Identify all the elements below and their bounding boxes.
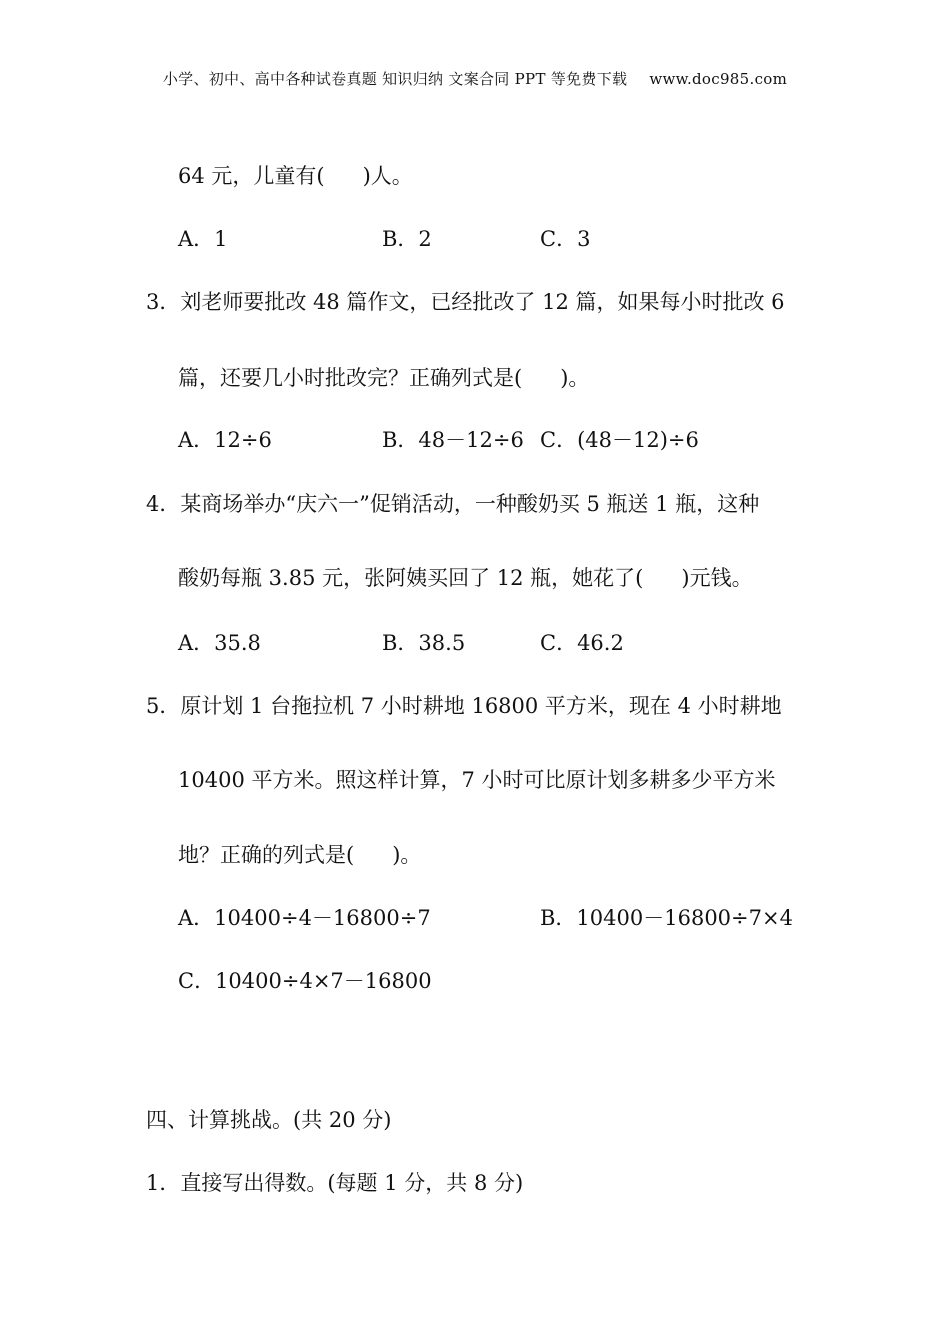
q3-line2: 篇，还要几小时批改完？正确列式是( )。 xyxy=(178,366,590,390)
q3-line1: 3．刘老师要批改 48 篇作文，已经批改了 12 篇，如果每小时批改 6 xyxy=(146,290,785,314)
q2-option-c: C．3 xyxy=(540,227,591,251)
section4-q1: 1．直接写出得数。(每题 1 分，共 8 分) xyxy=(146,1171,524,1195)
q4-option-a: A．35.8 xyxy=(178,631,261,655)
q4-option-c: C．46.2 xyxy=(540,631,624,655)
header-text: 小学、初中、高中各种试卷真题 知识归纳 文案合同 PPT 等免费下载 xyxy=(162,70,628,88)
q2-option-a: A．1 xyxy=(178,227,228,251)
page-header xyxy=(0,68,950,89)
section4-title: 四、计算挑战。(共 20 分) xyxy=(146,1108,392,1132)
q2-option-b: B．2 xyxy=(382,227,432,251)
q4-line1: 4．某商场举办“庆六一”促销活动，一种酸奶买 5 瓶送 1 瓶，这种 xyxy=(146,492,760,516)
q5-option-b: B．10400－16800÷7×4 xyxy=(540,906,793,930)
q3-option-c: C．(48－12)÷6 xyxy=(540,428,699,452)
q5-line2: 10400 平方米。照这样计算，7 小时可比原计划多耕多少平方米 xyxy=(178,768,776,792)
q5-line1: 5．原计划 1 台拖拉机 7 小时耕地 16800 平方米，现在 4 小时耕地 xyxy=(146,694,782,718)
q3-option-b: B．48－12÷6 xyxy=(382,428,524,452)
q3-option-a: A．12÷6 xyxy=(178,428,272,452)
q5-option-c: C．10400÷4×7－16800 xyxy=(178,969,432,993)
q4-line2: 酸奶每瓶 3.85 元，张阿姨买回了 12 瓶，她花了( )元钱。 xyxy=(178,566,753,590)
q5-option-a: A．10400÷4－16800÷7 xyxy=(178,906,431,930)
q4-option-b: B．38.5 xyxy=(382,631,466,655)
header-site: www.doc985.com xyxy=(649,70,788,88)
q5-line3: 地？正确的列式是( )。 xyxy=(178,843,422,867)
q2-text: 64 元，儿童有( )人。 xyxy=(178,164,413,188)
